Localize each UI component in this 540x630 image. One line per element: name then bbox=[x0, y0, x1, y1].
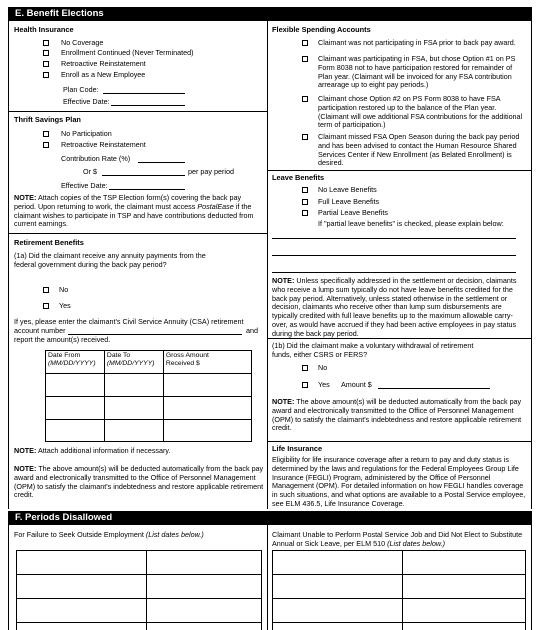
table-row bbox=[17, 599, 262, 623]
tsp-option-label: No Participation bbox=[61, 129, 112, 138]
tsp-no-participation-checkbox[interactable] bbox=[43, 131, 49, 137]
leave-option-label: No Leave Benefits bbox=[318, 185, 377, 194]
csa-and-label: and bbox=[246, 326, 258, 335]
partial-leave-instruction: If "partial leave benefits" is checked, please explain below: bbox=[318, 219, 504, 228]
health-option-label: Enroll as a New Employee bbox=[61, 70, 146, 79]
per-pay-amount-field[interactable] bbox=[102, 175, 185, 176]
annuity-no-checkbox[interactable] bbox=[43, 287, 49, 293]
contribution-rate-label: Contribution Rate (%) bbox=[61, 154, 131, 163]
annuity-no-label: No bbox=[59, 285, 69, 294]
fsa-option1-checkbox[interactable] bbox=[302, 56, 308, 62]
date-to-cell[interactable] bbox=[104, 374, 163, 397]
leave-option-label: Partial Leave Benefits bbox=[318, 208, 388, 217]
fsa-item: Claimant was not participating in FSA prior to back pay award. bbox=[318, 38, 516, 47]
explain-line-3[interactable] bbox=[272, 272, 516, 273]
periods-disallowed-right-table bbox=[272, 550, 526, 630]
fsa-option2-checkbox[interactable] bbox=[302, 96, 308, 102]
divider bbox=[267, 170, 532, 171]
leave-option-label: Full Leave Benefits bbox=[318, 197, 380, 206]
column-divider bbox=[267, 525, 268, 630]
date-cell[interactable] bbox=[273, 575, 403, 599]
fsa-not-participating-checkbox[interactable] bbox=[302, 40, 308, 46]
annuity-yes-label: Yes bbox=[59, 301, 71, 310]
gross-amount-cell[interactable] bbox=[163, 420, 251, 442]
fsa-item: Claimant was participating in FSA, but chose Option #1 on PS Form 8038 not to have participation restored for remainder of Plan year. (Claimant will be invoiced for any FSA contribution arrearage up to eight pay periods.) bbox=[318, 54, 516, 90]
health-no-coverage-checkbox[interactable] bbox=[43, 40, 49, 46]
leave-none-checkbox[interactable] bbox=[302, 187, 308, 193]
table-row bbox=[273, 599, 526, 623]
date-cell[interactable] bbox=[273, 551, 403, 575]
tsp-note: NOTE: Attach copies of the TSP Election form(s) covering the back pay period. Upon returning to work, the claimant must access PostalEase if the claimant wishes to participate in TSP and have contributions deducted from current earnings. bbox=[14, 193, 254, 229]
tsp-effective-date-field[interactable] bbox=[109, 189, 185, 190]
life-insurance-text: Eligibility for life insurance coverage after a return to pay and duty status is determined by the laws and regulations for the Federal Employees Group Life Insurance (FEGLI) Program, administered by the Office of Personnel Management (OPM). For detailed information on how FEGLI handles coverage in such situations, and what options are available to a Postal Service employee, see ELM 436.5, Life Insurance Coverage. bbox=[272, 455, 526, 508]
date-cell[interactable] bbox=[403, 623, 526, 630]
contribution-rate-field[interactable] bbox=[138, 162, 185, 163]
date-cell[interactable] bbox=[147, 599, 262, 623]
fsa-heading: Flexible Spending Accounts bbox=[272, 25, 371, 34]
frame-left bbox=[8, 21, 9, 509]
withdrawal-no-checkbox[interactable] bbox=[302, 365, 308, 371]
divider bbox=[8, 233, 267, 234]
leave-partial-checkbox[interactable] bbox=[302, 210, 308, 216]
health-option-label: No Coverage bbox=[61, 38, 104, 47]
health-retroactive-checkbox[interactable] bbox=[43, 61, 49, 67]
annuity-table bbox=[45, 350, 252, 442]
withdrawal-yes-label: Yes bbox=[318, 380, 330, 389]
date-cell[interactable] bbox=[17, 551, 147, 575]
table-row bbox=[17, 575, 262, 599]
gross-amount-cell[interactable] bbox=[163, 397, 251, 420]
health-effective-date-label: Effective Date: bbox=[63, 97, 110, 106]
frame-right bbox=[531, 525, 532, 630]
annuity-question: (1a) Did the claimant receive any annuity payments from the federal government during the back pay period? bbox=[14, 251, 206, 269]
withdrawal-amount-label: Amount $ bbox=[341, 380, 372, 389]
divider bbox=[267, 338, 532, 339]
life-insurance-heading: Life Insurance bbox=[272, 444, 323, 453]
column-divider bbox=[267, 21, 268, 509]
date-cell[interactable] bbox=[273, 599, 403, 623]
explain-line-2[interactable] bbox=[272, 255, 516, 256]
col-header-date-to: Date To (MM/DD/YYYY) bbox=[104, 351, 163, 374]
date-cell[interactable] bbox=[273, 623, 403, 630]
leave-full-checkbox[interactable] bbox=[302, 199, 308, 205]
unable-to-perform-label: Claimant Unable to Perform Postal Service Job and Did Not Elect to Substitute Annual or Sick Leave, per ELM 510 (List dates below.) bbox=[272, 530, 523, 548]
section-e-header: E. Benefit Elections bbox=[8, 7, 532, 21]
divider bbox=[8, 111, 267, 112]
date-cell[interactable] bbox=[17, 623, 147, 630]
frame-left bbox=[8, 525, 9, 630]
health-effective-date-field[interactable] bbox=[111, 105, 185, 106]
frame-right bbox=[531, 21, 532, 509]
date-cell[interactable] bbox=[147, 623, 262, 630]
table-row bbox=[17, 551, 262, 575]
health-option-label: Retroactive Reinstatement bbox=[61, 59, 146, 68]
explain-line-1[interactable] bbox=[272, 238, 516, 239]
table-row bbox=[273, 623, 526, 630]
or-dollar-label: Or $ bbox=[83, 167, 97, 176]
withdrawal-no-label: No bbox=[318, 363, 328, 372]
tsp-effective-date-label: Effective Date: bbox=[61, 181, 108, 190]
table-row bbox=[273, 551, 526, 575]
date-to-cell[interactable] bbox=[104, 397, 163, 420]
withdrawal-question: (1b) Did the claimant make a voluntary withdrawal of retirement funds, either CSRS or FERS? bbox=[272, 341, 474, 359]
retirement-heading: Retirement Benefits bbox=[14, 238, 84, 247]
leave-heading: Leave Benefits bbox=[272, 173, 325, 182]
csa-report-label: report the amount(s) received. bbox=[14, 335, 111, 344]
fsa-item: Claimant chose Option #2 on PS Form 8038 to have FSA participation restored up to the balance of the Plan year. (Claimant will owe additional FSA contributions for the additional term of participation.) bbox=[318, 94, 523, 130]
health-insurance-heading: Health Insurance bbox=[14, 25, 74, 34]
withdrawal-amount-field[interactable] bbox=[378, 388, 490, 389]
date-cell[interactable] bbox=[17, 575, 147, 599]
leave-note: NOTE: Unless specifically addressed in the settlement or decision, claimants who receive a lump sum typically do not have leave benefits credited for the back pay period. Alternatively, unless stated otherwise in the settlement or decision, claimants who receive other than lump sum disbursements are typically credited with full leave benefits up to the maximum allowable carry-over, as would have accrued if they had been active employees in pay status during the back pay period. bbox=[272, 276, 517, 338]
tsp-option-label: Retroactive Reinstatement bbox=[61, 140, 146, 149]
plan-code-label: Plan Code: bbox=[63, 85, 99, 94]
gross-amount-cell[interactable] bbox=[163, 374, 251, 397]
tsp-retroactive-checkbox[interactable] bbox=[43, 142, 49, 148]
per-pay-period-label: per pay period bbox=[188, 167, 234, 176]
fsa-item: Claimant missed FSA Open Season during the back pay period and has been advised to contact the Human Resource Shared Services Center if New Enrollment (as Belated Enrollment) is desired. bbox=[318, 132, 520, 168]
periods-disallowed-left-table bbox=[16, 550, 262, 630]
date-to-cell[interactable] bbox=[104, 420, 163, 442]
date-from-cell[interactable] bbox=[46, 374, 105, 397]
col-header-gross-amount: Gross Amount Received $ bbox=[163, 351, 251, 374]
health-option-label: Enrollment Continued (Never Terminated) bbox=[61, 48, 194, 57]
withdrawal-note: NOTE: The above amount(s) will be deducted automatically from the back pay award and electronically transmitted to the Office of Personnel Management (OPM) to satisfy the claimant's indebtedness and restore applicable retirement credit. bbox=[272, 397, 522, 433]
table-row bbox=[46, 420, 252, 442]
csa-instruction: If yes, please enter the claimant's Civil Service Annuity (CSA) retirement account number bbox=[14, 317, 244, 335]
section-f-header: F. Periods Disallowed bbox=[8, 511, 532, 525]
date-cell[interactable] bbox=[403, 575, 526, 599]
failure-seek-employment-label: For Failure to Seek Outside Employment (List dates below.) bbox=[14, 530, 204, 539]
date-cell[interactable] bbox=[17, 599, 147, 623]
tsp-heading: Thrift Savings Plan bbox=[14, 115, 81, 124]
date-from-cell[interactable] bbox=[46, 420, 105, 442]
table-row bbox=[46, 374, 252, 397]
plan-code-field[interactable] bbox=[103, 93, 185, 94]
retirement-note-attach: NOTE: Attach additional information if necessary. bbox=[14, 446, 171, 455]
health-new-employee-checkbox[interactable] bbox=[43, 72, 49, 78]
annuity-yes-checkbox[interactable] bbox=[43, 303, 49, 309]
withdrawal-yes-checkbox[interactable] bbox=[302, 382, 308, 388]
date-cell[interactable] bbox=[403, 599, 526, 623]
fsa-missed-open-season-checkbox[interactable] bbox=[302, 134, 308, 140]
table-row bbox=[46, 397, 252, 420]
table-row bbox=[17, 623, 262, 630]
date-cell[interactable] bbox=[147, 551, 262, 575]
divider bbox=[267, 441, 532, 442]
retirement-note-deduction: NOTE: The above amount(s) will be deducted automatically from the back pay award and electronically transmitted to the Office of Personnel Management (OPM) to satisfy the claimant's indebtedness and restore applicable retirement credit. bbox=[14, 464, 264, 500]
date-from-cell[interactable] bbox=[46, 397, 105, 420]
health-enrollment-continued-checkbox[interactable] bbox=[43, 50, 49, 56]
date-cell[interactable] bbox=[403, 551, 526, 575]
date-cell[interactable] bbox=[147, 575, 262, 599]
col-header-date-from: Date From (MM/DD/YYYY) bbox=[46, 351, 105, 374]
table-row bbox=[273, 575, 526, 599]
